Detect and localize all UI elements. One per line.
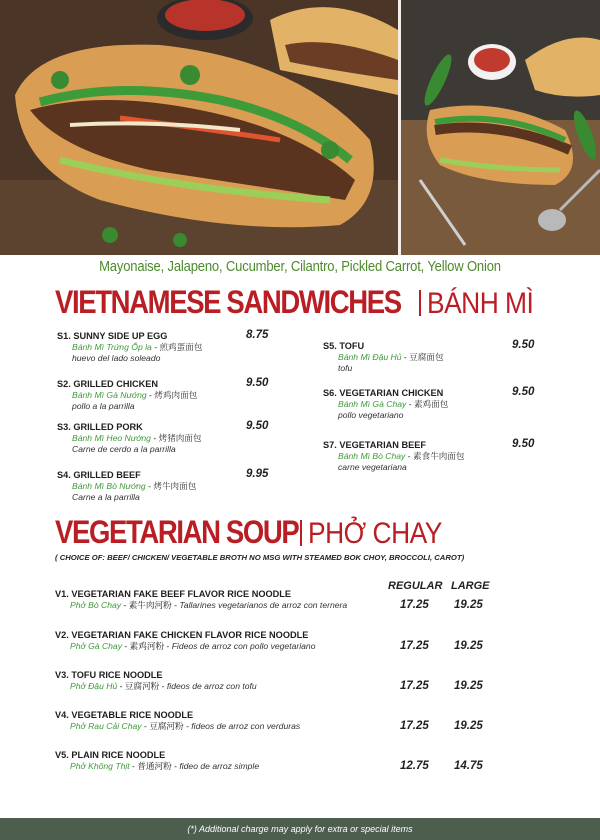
item-spanish: fideo de arroz simple — [179, 761, 260, 771]
item-name: V3. TOFU RICE NOODLE — [55, 670, 163, 680]
item-name: S2. GRILLED CHICKEN — [57, 379, 159, 389]
item-chinese: 烤鸡肉面包 — [154, 390, 198, 400]
soup-title-vi: PHỞ CHAY — [308, 517, 442, 550]
price-s3: 9.50 — [246, 420, 269, 432]
item-chinese: 烤牛肉面包 — [153, 481, 197, 491]
item-name: V2. VEGETARIAN FAKE CHICKEN FLAVOR RICE NOODLE — [55, 630, 309, 640]
item-name: S1. SUNNY SIDE UP EGG — [57, 331, 168, 341]
menu-item-s4: S4. GRILLED BEEF Bánh Mì Bò Nướng - 烤牛肉面包 Carne a la parrilla — [57, 470, 197, 502]
price-s5: 9.50 — [512, 339, 535, 351]
soup-broth-note: ( CHOICE OF: BEEF/ CHICKEN/ VEGETABLE BROTH NO MSG WITH STEAMED BOK CHOY, BROCCOLI, CAROT) — [55, 553, 465, 562]
item-vietnamese: Bánh Mì Bò Nướng — [72, 481, 146, 491]
item-name: S7. VEGETARIAN BEEF — [323, 440, 426, 450]
item-chinese: 烤猪肉面包 — [158, 433, 202, 443]
price-s6: 9.50 — [512, 386, 535, 398]
sandwich-photo-illustration — [0, 0, 600, 255]
menu-item-s2: S2. GRILLED CHICKEN Bánh Mì Gà Nướng - 烤鸡肉面包 pollo a la parrilla — [57, 379, 198, 411]
menu-item-s7: S7. VEGETARIAN BEEF Bánh Mì Bò Chay - 素食牛肉面包 carne vegetariana — [323, 440, 465, 472]
soup-item-v1: V1. VEGETARIAN FAKE BEEF FLAVOR RICE NOODLE Phở Bò Chay - 素牛肉河粉 - Tallarines vegetarianos de arroz con ternera 17.25 19.25 — [55, 589, 575, 611]
price-regular: 12.75 — [400, 760, 429, 772]
item-vietnamese: Bánh Mì Trứng Ốp la — [72, 342, 152, 352]
item-spanish: carne vegetariana — [338, 462, 407, 472]
item-spanish: fideos de arroz con verduras — [191, 721, 301, 731]
item-spanish: Carne de cerdo a la parrilla — [72, 444, 176, 454]
item-name: V5. PLAIN RICE NOODLE — [55, 750, 166, 760]
ingredients-line: Mayonaise, Jalapeno, Cucumber, Cilantro, Pickled Carrot, Yellow Onion — [99, 259, 501, 275]
item-vietnamese: Bánh Mì Gà Chay — [338, 399, 407, 409]
sandwich-title-en: VIETNAMESE SANDWICHES — [55, 284, 401, 320]
item-spanish: Carne a la parrilla — [72, 492, 140, 502]
item-spanish: Fideos de arroz con pollo vegetariano — [171, 641, 316, 651]
item-spanish: pollo a la parrilla — [72, 401, 135, 411]
item-spanish: Tallarines vegetarianos de arroz con ternera — [179, 600, 348, 610]
item-vietnamese: Bánh Mì Bò Chay — [338, 451, 406, 461]
item-vietnamese: Phở Rau Cải Chay — [70, 721, 142, 731]
title-divider — [300, 520, 302, 546]
soup-item-v2: V2. VEGETARIAN FAKE CHICKEN FLAVOR RICE NOODLE Phở Gà Chay - 素鸡河粉 - Fideos de arroz con pollo vegetariano 17.25 19.25 — [55, 630, 575, 652]
photo-divider — [398, 0, 401, 255]
price-large: 19.25 — [454, 640, 483, 652]
price-large: 19.25 — [454, 599, 483, 611]
price-regular: 17.25 — [400, 640, 429, 652]
item-spanish: tofu — [338, 363, 353, 373]
menu-item-s1: S1. SUNNY SIDE UP EGG Bánh Mì Trứng Ốp la - 煎鸡蛋面包 huevo del lado soleado — [57, 331, 203, 363]
item-name: S3. GRILLED PORK — [57, 422, 143, 432]
item-chinese: 素鸡面包 — [413, 399, 449, 409]
column-header-large: LARGE — [451, 580, 490, 592]
item-spanish: pollo vegetariano — [338, 410, 404, 420]
sandwich-section-title — [55, 284, 548, 321]
item-chinese: 豆腐面包 — [409, 352, 444, 362]
item-name: S6. VEGETARIAN CHICKEN — [323, 388, 444, 398]
item-vietnamese: Phở Bò Chay — [70, 600, 122, 610]
soup-title-en: VEGETARIAN SOUP — [55, 514, 299, 550]
sandwich-title-vi: BÁNH MÌ — [427, 287, 534, 320]
menu-item-s6: S6. VEGETARIAN CHICKEN Bánh Mì Gà Chay - 素鸡面包 pollo vegetariano — [323, 388, 449, 420]
column-header-regular: REGULAR — [388, 580, 443, 592]
item-spanish: fideos de arroz con tofu — [166, 681, 257, 691]
price-large: 19.25 — [454, 720, 483, 732]
item-vietnamese: Phở Gà Chay — [70, 641, 123, 651]
price-regular: 17.25 — [400, 720, 429, 732]
item-vietnamese: Bánh Mì Đậu Hủ — [338, 352, 402, 362]
banh-mi-photo — [0, 0, 600, 255]
item-vietnamese: Phở Đậu Hủ — [70, 681, 118, 691]
price-large: 14.75 — [454, 760, 483, 772]
item-chinese: 豆腐河粉 — [149, 721, 184, 731]
item-chinese: 普通河粉 — [137, 761, 172, 771]
price-regular: 17.25 — [400, 680, 429, 692]
price-large: 19.25 — [454, 680, 483, 692]
price-s1: 8.75 — [246, 329, 269, 341]
menu-item-s5: S5. TOFU Bánh Mì Đậu Hủ - 豆腐面包 tofu — [323, 341, 444, 373]
soup-item-v4: V4. VEGETABLE RICE NOODLE Phở Rau Cải Chay - 豆腐河粉 - fideos de arroz con verduras 17.25 19.25 — [55, 710, 575, 732]
item-vietnamese: Bánh Mì Heo Nướng — [72, 433, 151, 443]
price-s2: 9.50 — [246, 377, 269, 389]
item-vietnamese: Bánh Mì Gà Nướng — [72, 390, 147, 400]
soup-section-title — [55, 514, 460, 551]
price-s7: 9.50 — [512, 438, 535, 450]
item-chinese: 豆腐河粉 — [124, 681, 160, 691]
price-s4: 9.95 — [246, 468, 269, 480]
item-chinese: 素鸡河粉 — [129, 641, 165, 651]
soup-item-v5: V5. PLAIN RICE NOODLE Phở Không Thịt - 普通河粉 - fideo de arroz simple 12.75 14.75 — [55, 750, 575, 772]
footer-disclaimer: (*) Additional charge may apply for extra or special items — [0, 818, 600, 840]
item-name: V4. VEGETABLE RICE NOODLE — [55, 710, 194, 720]
item-chinese: 素食牛肉面包 — [413, 451, 465, 461]
item-chinese: 煎鸡蛋面包 — [159, 342, 203, 352]
item-name: S4. GRILLED BEEF — [57, 470, 141, 480]
title-divider — [419, 290, 421, 316]
item-spanish: huevo del lado soleado — [72, 353, 161, 363]
menu-item-s3: S3. GRILLED PORK Bánh Mì Heo Nướng - 烤猪肉面包 Carne de cerdo a la parrilla — [57, 422, 202, 454]
item-name: V1. VEGETARIAN FAKE BEEF FLAVOR RICE NOODLE — [55, 589, 292, 599]
item-name: S5. TOFU — [323, 341, 365, 351]
item-chinese: 素牛肉河粉 — [128, 600, 172, 610]
item-vietnamese: Phở Không Thịt — [70, 761, 130, 771]
price-regular: 17.25 — [400, 599, 429, 611]
soup-item-v3: V3. TOFU RICE NOODLE Phở Đậu Hủ - 豆腐河粉 - fideos de arroz con tofu 17.25 19.25 — [55, 670, 575, 692]
